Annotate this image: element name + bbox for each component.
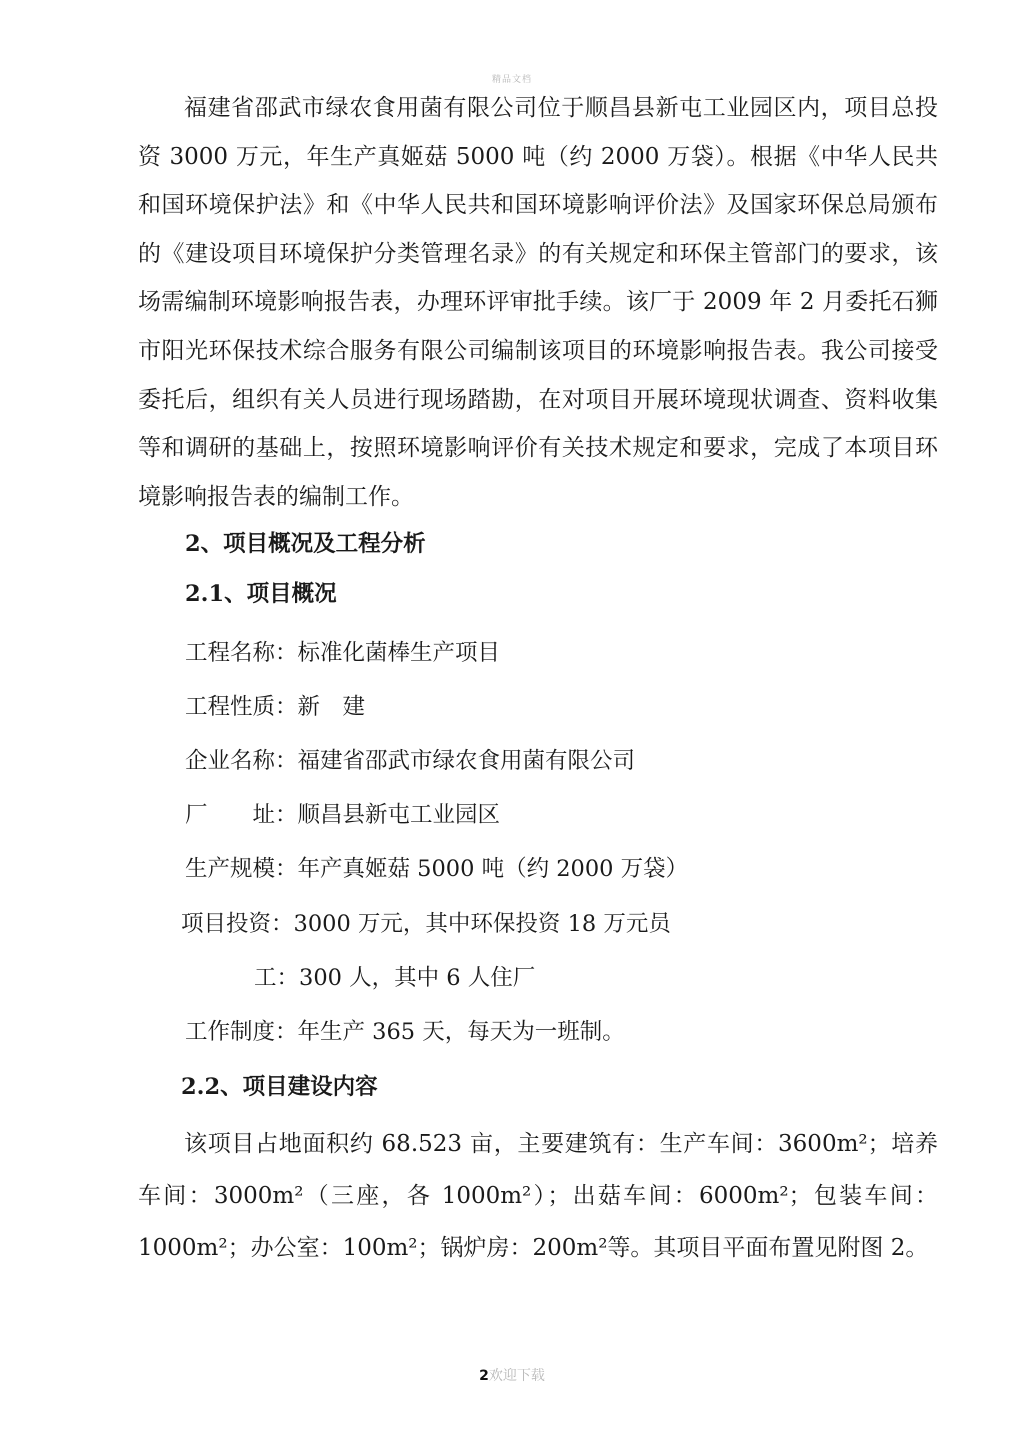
info-label: 工：: [254, 965, 300, 991]
info-label: 企业名称：: [185, 748, 298, 774]
footer-watermark: 欢迎下载: [488, 1368, 545, 1384]
page-footer: [0, 1365, 1024, 1385]
info-label: 工作制度：: [185, 1019, 298, 1045]
info-value: 年产真姬菇 5000 吨（约 2000 万袋）: [297, 856, 689, 882]
info-staff: [254, 961, 535, 995]
section-2-2-heading: 2.2、项目建设内容: [181, 1074, 378, 1100]
info-label: 厂 址：: [185, 802, 298, 828]
info-investment: [181, 907, 671, 941]
info-value: 顺昌县新屯工业园区: [297, 802, 501, 828]
section-2-heading: 2、项目概况及工程分析: [185, 531, 426, 557]
section-2-1-heading: 2.1、项目概况: [185, 581, 337, 607]
info-value: 3000 万元，其中环保投资 18 万元员: [293, 911, 671, 937]
info-company: [185, 744, 635, 778]
info-project-name: [185, 636, 500, 670]
intro-paragraph: 福建省邵武市绿农食用菌有限公司位于顺昌县新屯工业园区内，项目总投资 3000 万元，年生产真姬菇 5000 吨（约 2000 万袋）。根据《中华人民共和国环境保护法》和《中华人民共和国环境影响评价法》及国家环保总局颁布的《建设项目环境保护分类管理名录》的有关规定和环保主管部门的要求，该场需编制环境影响报告表，办理环评审批手续。该厂于 2009 年 2 月委托石狮市阳光环保技术综合服务有限公司编制该项目的环境影响报告表。我公司接受委托后，组织有关人员进行现场踏勘，在对项目开展环境现状调查、资料收集等和调研的基础上，按照环境影响评价有关技术规定和要求，完成了本项目环境影响报告表的编制工作。: [138, 95, 938, 510]
info-value: 福建省邵武市绿农食用菌有限公司: [297, 748, 636, 774]
page-number: 2: [479, 1368, 489, 1384]
info-schedule: [185, 1015, 625, 1049]
info-label: 工程名称：: [185, 640, 298, 666]
info-value: 标准化菌棒生产项目: [297, 640, 501, 666]
info-label: 工程性质：: [185, 694, 298, 720]
info-project-nature: [185, 690, 365, 724]
info-value: 新 建: [297, 694, 366, 720]
construction-paragraph: 该项目占地面积约 68.523 亩，主要建筑有：生产车间：3600m²；培养车间：3000m²（三座，各 1000m²）；出菇车间：6000m²；包装车间：1000m²；办公室：100m²；锅炉房：200m²等。其项目平面布置见附图 2。: [138, 1131, 938, 1261]
info-value: 300 人，其中 6 人住厂: [299, 965, 536, 991]
info-value: 年生产 365 天，每天为一班制。: [297, 1019, 625, 1045]
header-watermark: 精品文档: [491, 75, 532, 85]
info-address: [185, 798, 500, 832]
info-label: 项目投资：: [181, 911, 294, 937]
info-label: 生产规模：: [185, 856, 298, 882]
info-scale: [185, 852, 688, 886]
